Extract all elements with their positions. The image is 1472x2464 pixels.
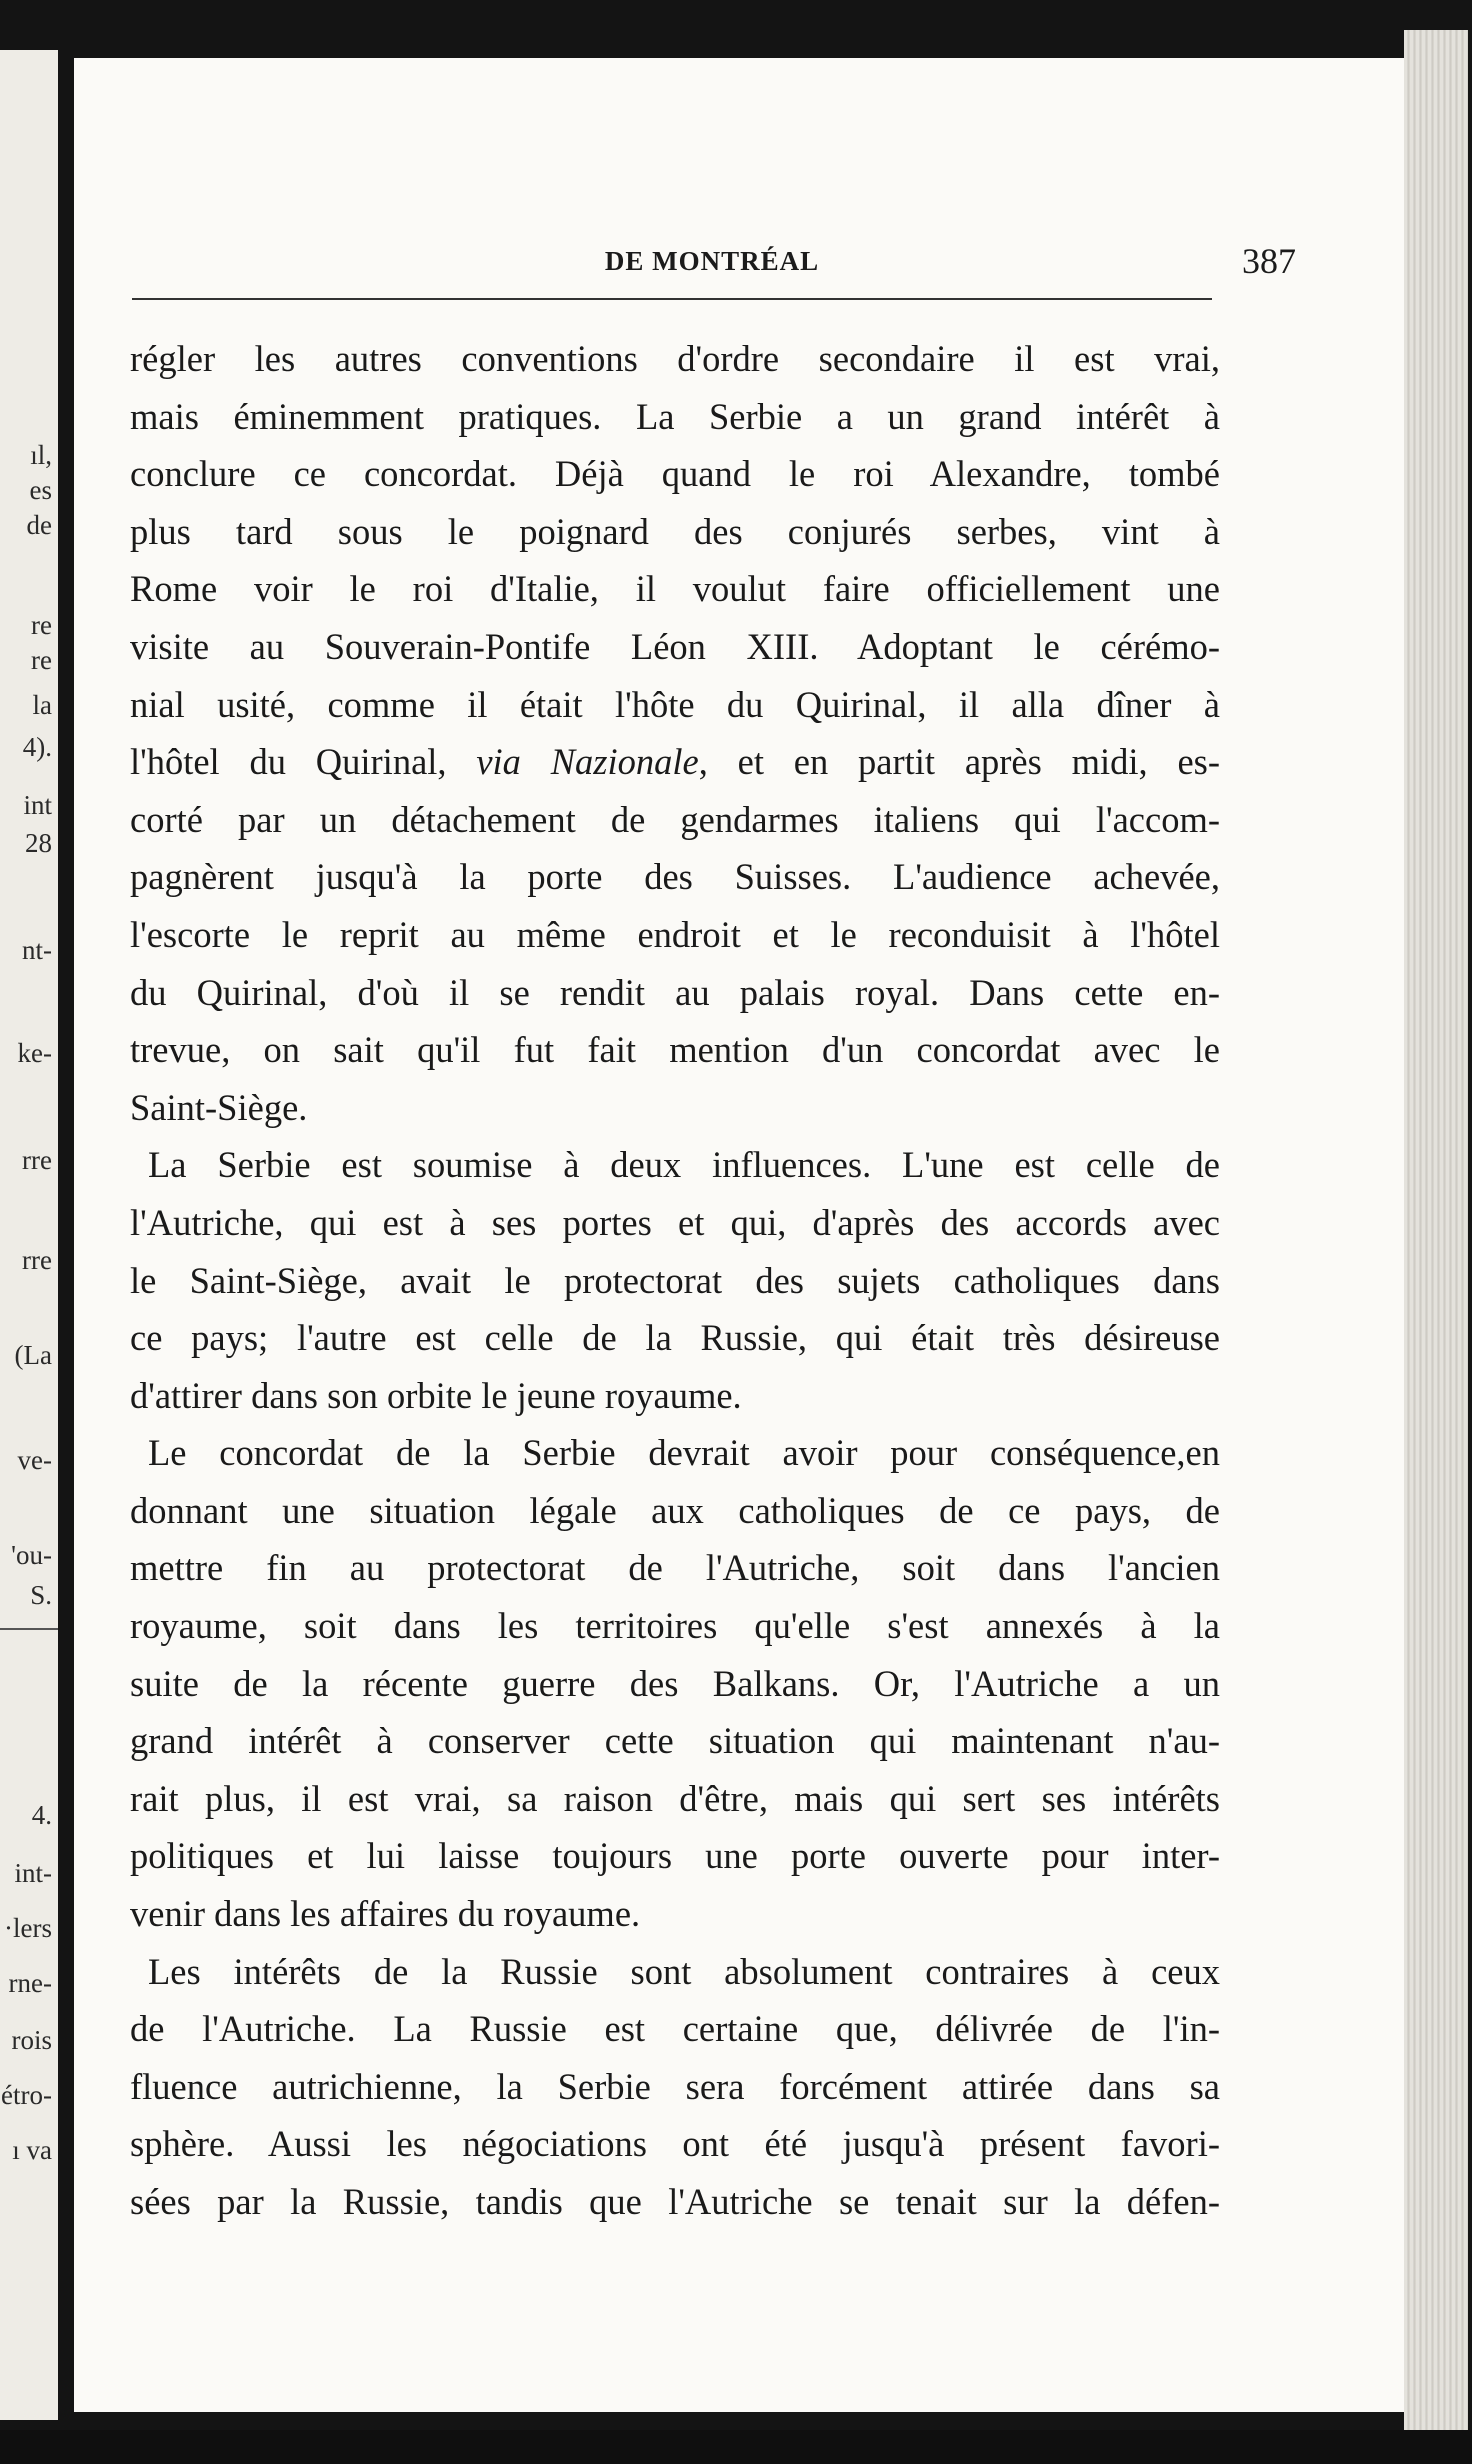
- header-rule: [132, 298, 1212, 300]
- text-line: mais éminemment pratiques. La Serbie a un grand intérêt à: [130, 395, 1220, 437]
- text-line: sées par la Russie, tandis que l'Autriche se tenait sur la défen-: [130, 2181, 1220, 2222]
- text-line: mettre fin au protectorat de l'Autriche, soit dans l'ancien: [130, 1547, 1220, 1589]
- text-line: politiques et lui laisse toujours une porte ouverte pour inter-: [130, 1835, 1220, 1877]
- prev-page-fragment: étro-: [1, 2080, 52, 2110]
- text-line: royaume, soit dans les territoires qu'elle s'est annexés à la: [130, 1605, 1220, 1647]
- text-line: fluence autrichienne, la Serbie sera forcément attirée dans sa: [130, 2065, 1220, 2107]
- body-text: [130, 330, 1220, 2231]
- text-line: La Serbie est soumise à deux influences. L'une est celle de: [148, 1144, 1220, 1186]
- text-line: sphère. Aussi les négociations ont été jusqu'à présent favori-: [130, 2123, 1220, 2165]
- prev-page-fragment: re: [31, 645, 52, 675]
- prev-page-fragment: rre: [22, 1245, 52, 1275]
- prev-page-fragment: rne-: [8, 1968, 52, 1998]
- text-line: l'Autriche, qui est à ses portes et qui, d'après des accords avec: [130, 1201, 1220, 1243]
- prev-page-fragment: re: [31, 610, 52, 640]
- text-line: régler les autres conventions d'ordre secondaire il est vrai,: [130, 338, 1220, 379]
- text-line: trevue, on sait qu'il fut fait mention d'un concordat avec le: [130, 1029, 1220, 1071]
- running-head: [132, 228, 1296, 288]
- prev-page-fragment: int: [23, 790, 52, 820]
- text-line: rait plus, il est vrai, sa raison d'être, mais qui sert ses intérêts: [130, 1777, 1220, 1819]
- prev-page-footnote-rule: [0, 1628, 58, 1630]
- prev-page-fragment: rre: [22, 1145, 52, 1175]
- prev-page-fragment: 4).: [22, 732, 52, 762]
- text-line: Saint-Siège.: [130, 1086, 308, 1128]
- text-line: grand intérêt à conserver cette situation qui maintenant n'au-: [130, 1720, 1220, 1762]
- prev-page-fragment: rois: [11, 2025, 52, 2055]
- text-line: Le concordat de la Serbie devrait avoir pour conséquence,en: [148, 1432, 1220, 1474]
- text-line: le Saint-Siège, avait le protectorat des sujets catholiques dans: [130, 1259, 1220, 1301]
- text-line: conclure ce concordat. Déjà quand le roi Alexandre, tombé: [130, 453, 1220, 495]
- prev-page-fragment: la: [32, 690, 52, 720]
- text-line: Les intérêts de la Russie sont absolument contraires à ceux: [148, 1950, 1220, 1992]
- text-line: de l'Autriche. La Russie est certaine que, délivrée de l'in-: [130, 2008, 1220, 2050]
- page-edge-stack: [1404, 30, 1468, 2430]
- text-line: donnant une situation légale aux catholiques de ce pays, de: [130, 1489, 1220, 1531]
- text-line: suite de la récente guerre des Balkans. Or, l'Autriche a un: [130, 1662, 1220, 1704]
- text-line: corté par un détachement de gendarmes italiens qui l'accom-: [130, 798, 1220, 840]
- prev-page-fragment: ·lers: [4, 1913, 52, 1943]
- book-page: [74, 58, 1404, 2412]
- prev-page-fragment: S.: [30, 1580, 52, 1610]
- text-line: plus tard sous le poignard des conjurés serbes, vint à: [130, 510, 1220, 552]
- prev-page-fragment: 'ou-: [11, 1540, 52, 1570]
- prev-page-fragment: de: [26, 510, 52, 540]
- scan-bottom-shadow: [0, 2430, 1472, 2464]
- text-line: Rome voir le roi d'Italie, il voulut faire officiellement une: [130, 568, 1220, 610]
- text-line: venir dans les affaires du royaume.: [130, 1893, 641, 1935]
- prev-page-fragment: 28: [25, 828, 52, 858]
- previous-page-edge: [0, 50, 58, 2420]
- prev-page-fragment: (La: [14, 1340, 52, 1370]
- text-line: l'hôtel du Quirinal, via Nazionale, et en partit après midi, es-: [130, 741, 1220, 783]
- italic-street-name: via Nazionale: [476, 741, 699, 783]
- prev-page-fragment: es: [29, 475, 52, 505]
- prev-page-fragment: ıl,: [30, 440, 52, 470]
- text-line: ce pays; l'autre est celle de la Russie, qui était très désireuse: [130, 1317, 1220, 1359]
- text-line: pagnèrent jusqu'à la porte des Suisses. L'audience achevée,: [130, 856, 1220, 898]
- text-line: d'attirer dans son orbite le jeune royaume.: [130, 1374, 742, 1416]
- prev-page-fragment: ke-: [17, 1038, 52, 1068]
- text-line: visite au Souverain-Pontife Léon XIII. Adoptant le cérémo-: [130, 625, 1220, 667]
- prev-page-fragment: 4.: [31, 1800, 52, 1830]
- page-number: 387: [1242, 241, 1296, 281]
- running-head-title: DE MONTRÉAL: [604, 246, 820, 276]
- text-line: nial usité, comme il était l'hôte du Quirinal, il alla dîner à: [130, 683, 1220, 725]
- prev-page-fragment: nt-: [22, 935, 52, 965]
- prev-page-fragment: int-: [14, 1858, 52, 1888]
- text-line: l'escorte le reprit au même endroit et le reconduisit à l'hôtel: [130, 913, 1220, 955]
- prev-page-fragment: ve-: [17, 1445, 52, 1475]
- prev-page-fragment: ı va: [12, 2135, 52, 2165]
- text-line: du Quirinal, d'où il se rendit au palais royal. Dans cette en-: [130, 971, 1220, 1013]
